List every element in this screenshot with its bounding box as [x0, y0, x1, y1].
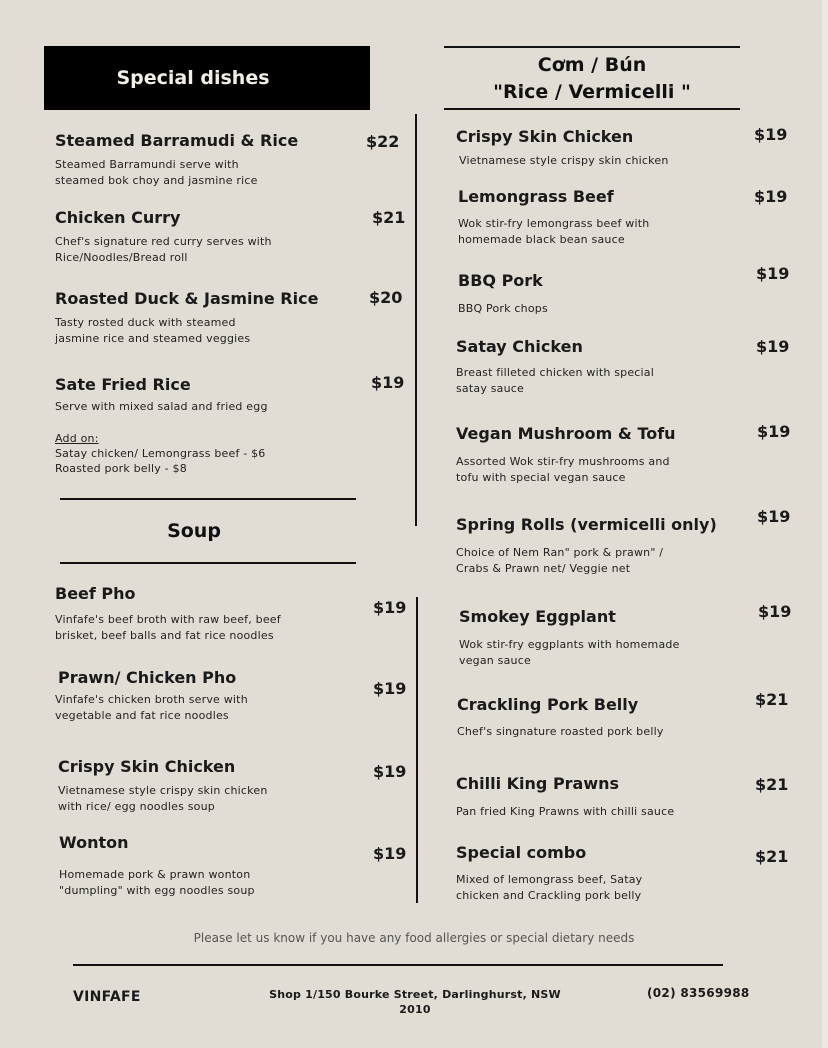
item-description: Breast filleted chicken with special satay sauce: [456, 366, 654, 395]
item-description: Wok stir-fry lemongrass beef with homemade black bean sauce: [458, 217, 650, 246]
menu-item: [55, 584, 281, 644]
rice-title-line2: "Rice / Vermicelli ": [493, 81, 691, 103]
item-price: $22: [366, 132, 400, 151]
menu-item: [55, 208, 272, 266]
item-price: $19: [754, 187, 788, 206]
item-name: Vegan Mushroom & Tofu: [456, 424, 676, 443]
item-price: $19: [373, 679, 407, 698]
column-divider-bottom: [416, 597, 418, 903]
item-name: Wonton: [59, 833, 129, 852]
menu-item-description-block: [55, 692, 248, 724]
item-price: $19: [754, 125, 788, 144]
item-description: Vinfafe's beef broth with raw beef, beef brisket, beef balls and fat rice noodles: [55, 613, 281, 642]
item-name: Crackling Pork Belly: [457, 695, 639, 714]
item-price: $19: [371, 373, 405, 392]
item-description: Pan fried King Prawns with chilli sauce: [456, 805, 675, 818]
item-price: $19: [757, 507, 791, 526]
add-on-block: [55, 431, 266, 476]
item-price: $19: [756, 264, 790, 283]
menu-item: [456, 127, 669, 169]
footer-address: Shop 1/150 Bourke Street, Darlinghurst, NSW 2010: [269, 988, 561, 1016]
item-name: BBQ Pork: [458, 271, 543, 290]
menu-item: [456, 424, 676, 486]
item-name: Sate Fried Rice: [55, 375, 191, 394]
item-name: Spring Rolls (vermicelli only): [456, 515, 717, 534]
item-price: $19: [373, 598, 407, 617]
item-description: Chef's signature red curry serves with Rice/Noodles/Bread roll: [55, 235, 272, 264]
item-name: Beef Pho: [55, 584, 136, 603]
item-name: Crispy Skin Chicken: [58, 757, 236, 776]
item-price: $21: [755, 775, 789, 794]
item-price: $19: [757, 422, 791, 441]
menu-item: [458, 187, 649, 248]
footer-brand: VINFAFE: [73, 989, 141, 1005]
soup-header-top-rule: [60, 498, 356, 500]
footer-rule: [73, 964, 723, 966]
item-price: $19: [756, 337, 790, 356]
item-price: $21: [755, 690, 789, 709]
soup-header-bottom-rule: [60, 562, 356, 564]
item-name: Roasted Duck & Jasmine Rice: [55, 289, 319, 308]
item-name: Smokey Eggplant: [459, 607, 616, 626]
item-name: Lemongrass Beef: [458, 187, 614, 206]
menu-item: [55, 289, 318, 347]
item-description: Wok stir-fry eggplants with homemade vegan sauce: [459, 638, 680, 667]
add-on-label: Add on:: [55, 432, 99, 445]
item-description: Steamed Barramundi serve with steamed bok choy and jasmine rice: [55, 158, 258, 187]
menu-item: [457, 695, 664, 740]
menu-item: [456, 337, 654, 397]
page-edge: [822, 0, 828, 1048]
item-price: $19: [758, 602, 792, 621]
rice-section-title: [444, 52, 740, 106]
item-price: $21: [755, 847, 789, 866]
rice-header-top-rule: [444, 46, 740, 48]
menu-item: [456, 843, 642, 904]
item-name: Crispy Skin Chicken: [456, 127, 634, 146]
item-price: $19: [373, 844, 407, 863]
item-description: Choice of Nem Ran" pork & prawn" / Crabs & Prawn net/ Veggie net: [456, 546, 664, 575]
item-description: Homemade pork & prawn wonton "dumpling" with egg noodles soup: [59, 868, 255, 897]
item-name: Chicken Curry: [55, 208, 181, 227]
item-description: Vinfafe's chicken broth serve with vegetable and fat rice noodles: [55, 693, 248, 722]
item-description: BBQ Pork chops: [458, 302, 548, 315]
menu-item: [55, 131, 298, 189]
soup-section-title: Soup: [167, 520, 221, 542]
menu-item: [459, 607, 680, 669]
menu-item: [58, 757, 268, 815]
item-name: Chilli King Prawns: [456, 774, 620, 793]
special-dishes-header: [44, 46, 370, 110]
column-divider-top: [415, 114, 417, 526]
menu-item: [456, 774, 674, 820]
item-description: Tasty rosted duck with steamed jasmine rice and steamed veggies: [55, 316, 251, 345]
rice-header-bottom-rule: [444, 108, 740, 110]
item-name: Prawn/ Chicken Pho: [58, 668, 237, 687]
rice-title-line1: Cơm / Bún: [537, 54, 647, 76]
item-name: Steamed Barramudi & Rice: [55, 131, 299, 150]
item-price: $20: [369, 288, 403, 307]
item-description: Assorted Wok stir-fry mushrooms and tofu with special vegan sauce: [456, 455, 670, 484]
menu-item: [58, 668, 236, 688]
footer-phone: (02) 83569988: [647, 986, 750, 1000]
item-description: Serve with mixed salad and fried egg: [55, 400, 268, 413]
menu-item: [59, 833, 255, 899]
item-name: Special combo: [456, 843, 587, 862]
item-price: $19: [373, 762, 407, 781]
item-description: Chef's singnature roasted pork belly: [457, 725, 664, 738]
item-price: $21: [372, 208, 406, 227]
menu-item: [55, 375, 268, 415]
special-dishes-title: Special dishes: [116, 67, 270, 89]
add-on-text: Satay chicken/ Lemongrass beef - $6 Roasted pork belly - $8: [55, 447, 266, 475]
item-description: Mixed of lemongrass beef, Satay chicken and Crackling pork belly: [456, 873, 643, 902]
item-name: Satay Chicken: [456, 337, 583, 356]
menu-item: [458, 271, 548, 317]
item-description: Vietnamese style crispy skin chicken with rice/ egg noodles soup: [58, 784, 268, 813]
item-description: Vietnamese style crispy skin chicken: [459, 154, 669, 167]
dietary-note: Please let us know if you have any food allergies or special dietary needs: [193, 931, 635, 945]
menu-item: [456, 515, 717, 577]
